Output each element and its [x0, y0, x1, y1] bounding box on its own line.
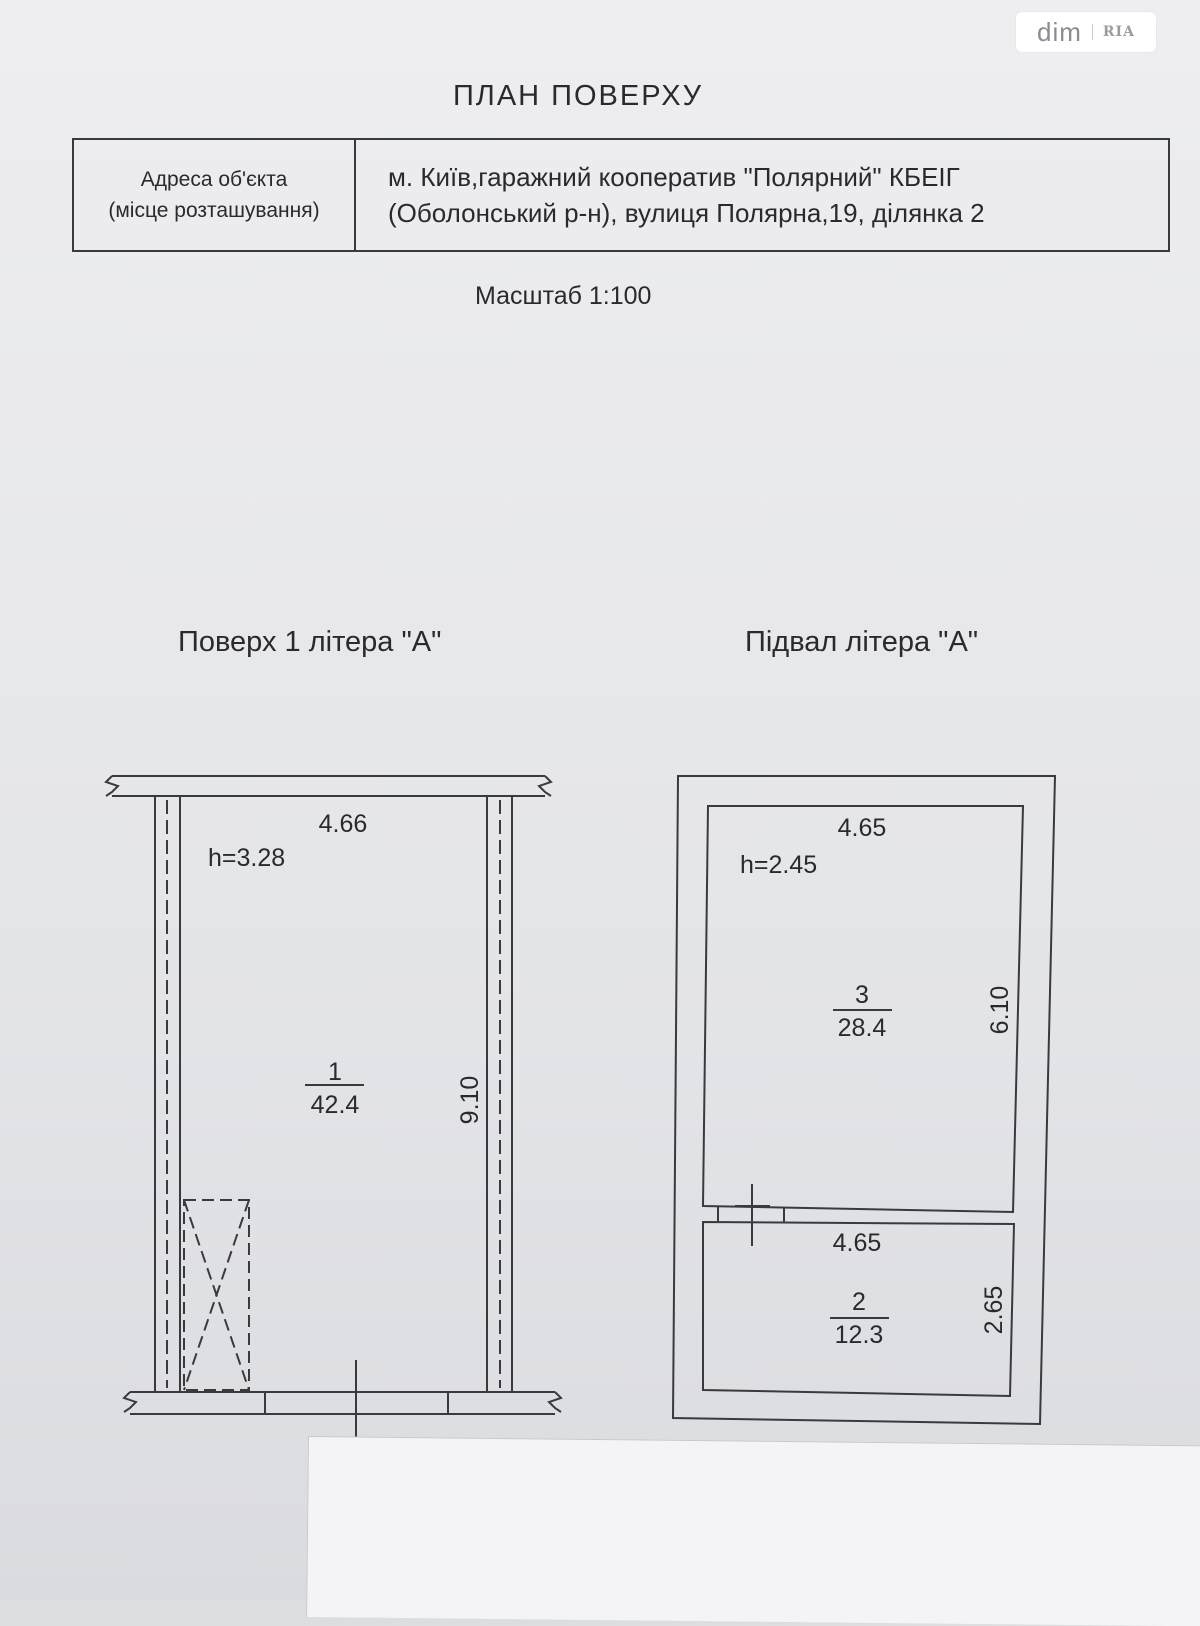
floor1-height-label: h=3.28: [208, 844, 286, 872]
basement-room3-width-dim: 4.65: [837, 814, 887, 842]
floor1-break-left-top: [106, 776, 118, 796]
basement-title: Підвал літера "А": [745, 626, 979, 658]
floor1-break-left-bottom: [124, 1392, 136, 1412]
floor1-length-dim: 9.10: [456, 1075, 484, 1125]
address-value-line1: м. Київ,гаражний кооператив "Полярний" КБЕІГ: [388, 162, 960, 192]
scale-label: Масштаб 1:100: [475, 282, 652, 310]
watermark-badge: RIA: [1092, 24, 1135, 40]
basement-room3-number: 3: [855, 981, 869, 1009]
basement-room3-length-dim: 6.10: [986, 985, 1014, 1035]
floor1-break-right-bottom: [549, 1392, 561, 1412]
watermark-brand: dim: [1037, 16, 1082, 47]
address-label-line1: Адреса об'єкта: [140, 168, 288, 191]
floor1-width-dim: 4.66: [318, 810, 368, 838]
floor1-room-area: 42.4: [310, 1091, 360, 1119]
overlapping-paper-sheet: [306, 1436, 1200, 1626]
basement-room2-area: 12.3: [834, 1321, 884, 1349]
basement-room2-length-dim: 2.65: [980, 1285, 1008, 1335]
floor1-room-number: 1: [328, 1058, 342, 1086]
basement-room3-area: 28.4: [837, 1014, 887, 1042]
floor1-break-right-top: [539, 776, 551, 796]
basement-room2-width-dim: 4.65: [832, 1229, 882, 1257]
page-title-text: ПЛАН ПОВЕРХУ: [452, 80, 704, 112]
basement-height-label: h=2.45: [740, 851, 818, 879]
address-value-line2: (Оболонський р-н), вулиця Полярна,19, ділянка 2: [388, 198, 985, 228]
basement-room2-number: 2: [852, 1288, 866, 1316]
address-label-line2: (місце розташування): [108, 199, 320, 222]
floor1-title: Поверх 1 літера "А": [178, 626, 442, 658]
